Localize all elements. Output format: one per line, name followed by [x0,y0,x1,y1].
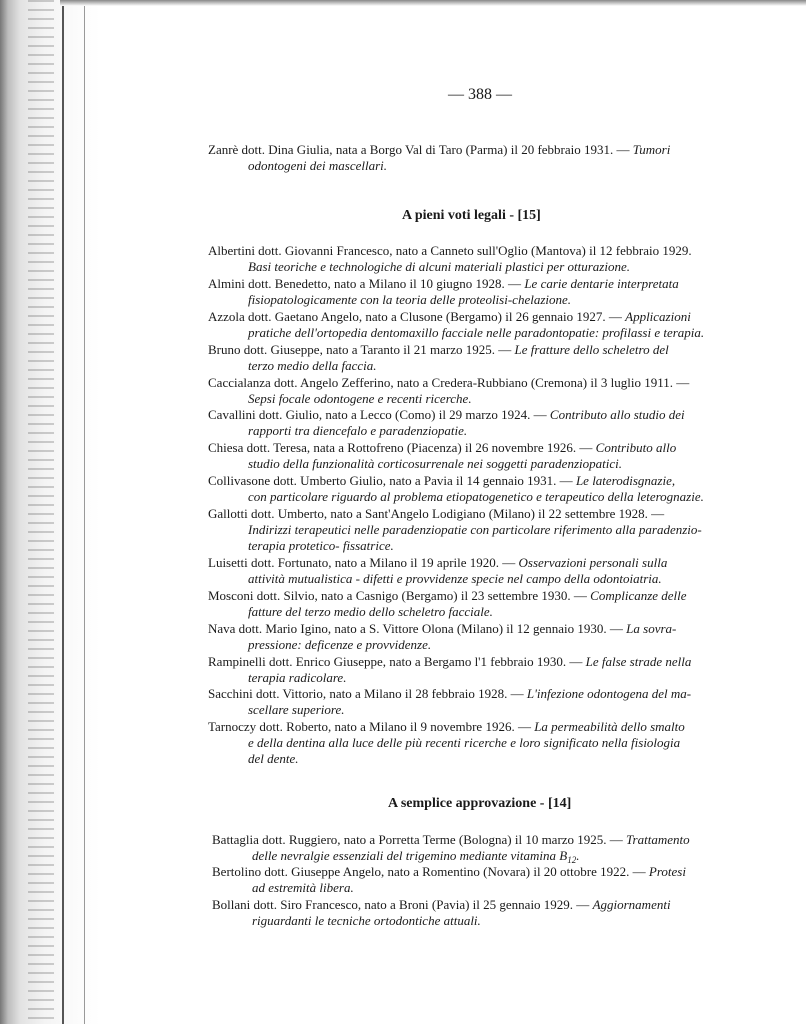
entry-first-line [208,621,768,637]
thesis-title-start: Le fratture dello scheletro del [514,342,669,357]
entry-details: nato a Porretta Terme (Bologna) il 10 marzo 1925. — [340,832,627,847]
entry-name: Nava dott. Mario Igino, [208,621,332,636]
thesis-title-start: Trattamento [626,832,690,847]
graduate-entry [208,719,768,767]
entry-details: nato a Milano il 10 giugno 1928. — [330,276,525,291]
thesis-title-text: fatture del terzo medio dello scheletro facciale. [248,604,493,619]
entry-name: Luisetti dott. Fortunato, [208,555,332,570]
entry-name: Bertolino dott. Giuseppe Angelo, [212,864,385,879]
thesis-title-start: Le laterodisgnazie, [575,473,676,488]
graduate-entry [208,621,768,653]
thesis-title-text: Indirizzi terapeutici nelle paradenziopatie con particolare riferimento alla paradenzio- [248,522,702,537]
graduate-entry [208,407,768,439]
graduate-entry [208,342,768,374]
scan-edge-line [84,0,85,1024]
entry-details: nato a Taranto il 21 marzo 1925. — [322,342,515,357]
subscript-text: 12 [567,855,577,865]
entry-details: nato a Credera-Rubbiano (Cremona) il 3 luglio 1911. — [393,375,690,390]
entry-name: Collivasone dott. Umberto Giulio, [208,473,387,488]
thesis-title-line [208,259,768,275]
graduate-entry [212,864,772,896]
thesis-title-text: con particolare riguardo al problema etiopatogenetico e terapeutico della leterognazie. [248,489,704,504]
thesis-title-start: Tumori [632,142,671,157]
entry-first-line [208,342,768,358]
thesis-title-text: terapia radicolare. [248,670,347,685]
graduate-entry [208,588,768,620]
entry-name: Caccialanza dott. Angelo Zefferino, [208,375,394,390]
entry-name: Bollani dott. Siro Francesco, [212,897,362,912]
graduate-entry [208,440,768,472]
entry-name: Chiesa dott. Teresa, [208,440,311,455]
entry-name: Cavallini dott. Giulio, [208,407,323,422]
entry-first-line [212,864,772,880]
thesis-title-text: studio della funzionalità corticosurrenale nei soggetti paradenziopatici. [248,456,622,471]
section-heading: A semplice approvazione - [14] [388,796,572,811]
entry-details: nata a Borgo Val di Taro (Parma) il 20 febbraio 1931. — [332,142,633,157]
entry-name: Bruno dott. Giuseppe, [208,342,323,357]
entry-details: nato a Milano il 28 febbraio 1928. — [326,686,527,701]
entry-details: nato a Sant'Angelo Lodigiano (Milano) il 22 settembre 1928. — [327,506,665,521]
thesis-title-start: Complicanze delle [590,588,687,603]
thesis-title-line [208,538,768,554]
thesis-title-start: Contributo allo studio dei [549,407,685,422]
thesis-title-line [208,751,768,767]
thesis-title-line [212,880,772,896]
graduate-entry [208,686,768,718]
thesis-title-line [208,604,768,620]
entry-first-line [208,142,768,158]
entry-first-line [208,686,768,702]
entry-first-line [208,506,768,522]
entry-first-line [208,555,768,571]
graduate-entry [208,506,768,554]
thesis-title-line [208,489,768,505]
entry-details: nato a Romentino (Novara) il 20 ottobre 1922. — [384,864,649,879]
scan-binding-marks [28,0,54,1024]
scan-top-edge [60,0,806,6]
thesis-title-text: terapia protetico- fissatrice. [248,538,394,553]
thesis-title-text: del dente. [248,751,299,766]
entry-name: Zanrè dott. Dina Giulia, [208,142,333,157]
entry-name: Rampinelli dott. Enrico Giuseppe, [208,654,386,669]
entry-first-line [208,309,768,325]
thesis-title-line [208,456,768,472]
thesis-title-text: rapporti tra diencefalo e paradenziopatie. [248,423,468,438]
entry-details: nato a Clusone (Bergamo) il 26 gennaio 1927. — [362,309,626,324]
entry-first-line [212,832,772,848]
scan-edge-line [62,0,64,1024]
thesis-title-line [208,637,768,653]
thesis-title-text: e della dentina alla luce delle più recenti ricerche e loro significato nella fisiologia [248,735,681,750]
thesis-title-line [208,158,768,174]
thesis-title-text: fisiopatologicamente con la teoria delle proteolisi-chelazione. [248,292,572,307]
entry-first-line [208,276,768,292]
thesis-title-line [208,391,768,407]
entry-details: nato a Milano il 9 novembre 1926. — [331,719,535,734]
entry-first-line [208,375,768,391]
thesis-title-text: ad estremità libera. [252,880,354,895]
graduate-entry [208,243,768,275]
thesis-title-line [208,292,768,308]
graduate-entry [208,654,768,686]
entry-details: nato a Bergamo l'1 febbraio 1930. — [386,654,586,669]
thesis-title-start: Aggiornamenti [592,897,671,912]
thesis-title-text: delle nevralgie essenziali del trigemino mediante vitamina B [252,848,568,863]
entry-details: nato a Casnigo (Bergamo) il 23 settembre 1930. — [317,588,591,603]
thesis-title-line [208,670,768,686]
thesis-title-start: Osservazioni personali sulla [518,555,668,570]
entry-name: Azzola dott. Gaetano Angelo, [208,309,363,324]
entry-details: nato a Broni (Pavia) il 25 gennaio 1929. — [361,897,593,912]
thesis-title-text: pressione: deficenze e provvidenze. [248,637,432,652]
thesis-title-start: La permeabilità dello smalto [534,719,685,734]
entry-first-line [208,440,768,456]
graduate-entry [208,276,768,308]
thesis-title-start: Contributo allo [595,440,677,455]
graduate-entry [208,555,768,587]
entry-name: Battaglia dott. Ruggiero, [212,832,341,847]
thesis-title-line [208,735,768,751]
entry-details: nato a S. Vittore Olona (Milano) il 12 gennaio 1930. — [331,621,627,636]
thesis-title-start: Applicazioni [625,309,691,324]
page-number: — 388 — [448,86,512,103]
thesis-title-line [208,423,768,439]
graduate-entry [208,473,768,505]
thesis-title-end: . [576,848,580,863]
entry-name: Almini dott. Benedetto, [208,276,331,291]
graduate-entry [212,897,772,929]
thesis-title-start: L'infezione odontogena del ma- [526,686,692,701]
entry-first-line [212,897,772,913]
entry-details: nata a Rottofreno (Piacenza) il 26 novembre 1926. — [310,440,596,455]
thesis-title-text: riguardanti le tecniche ortodontiche attuali. [252,913,481,928]
thesis-title-text: attività mutualistica - difetti e provvidenze specie nel campo della odontoiatria. [248,571,662,586]
thesis-title-line [208,358,768,374]
thesis-title-line [208,325,768,341]
thesis-title-text: Sepsi focale odontogene e recenti ricerche. [248,391,472,406]
entry-first-line [208,719,768,735]
section-heading: A pieni voti legali - [15] [402,208,541,223]
entry-name: Gallotti dott. Umberto, [208,506,328,521]
entry-name: Mosconi dott. Silvio, [208,588,318,603]
thesis-title-text: pratiche dell'ortopedia dentomaxillo facciale nelle paradontopatie: profilassi e terapia. [248,325,705,340]
thesis-title-text: scellare superiore. [248,702,345,717]
entry-name: Sacchini dott. Vittorio, [208,686,327,701]
thesis-title-text: terzo medio della faccia. [248,358,377,373]
graduate-entry [212,832,772,868]
entry-first-line [208,473,768,489]
entry-first-line [208,654,768,670]
entry-details: nato a Milano il 19 aprile 1920. — [331,555,519,570]
entry-details: nato a Pavia il 14 gennaio 1931. — [386,473,576,488]
thesis-title-line [208,571,768,587]
thesis-title-text: Basi teoriche e technologiche di alcuni materiali plastici per otturazione. [248,259,630,274]
entry-details: nato a Lecco (Como) il 29 marzo 1924. — [322,407,550,422]
entry-first-line [208,243,768,259]
graduate-entry [208,375,768,407]
entry-first-line [208,407,768,423]
graduate-entry [208,309,768,341]
thesis-title-line [208,522,768,538]
thesis-title-start: Protesi [648,864,686,879]
thesis-title-start: La sovra- [626,621,677,636]
thesis-title-text: odontogeni dei mascellari. [248,158,388,173]
graduate-entry [208,142,768,174]
entry-name: Albertini dott. Giovanni Francesco, [208,243,393,258]
thesis-title-line [212,913,772,929]
thesis-title-line [208,702,768,718]
entry-details: nato a Canneto sull'Oglio (Mantova) il 12 febbraio 1929. [392,243,692,258]
entry-first-line [208,588,768,604]
entry-name: Tarnoczy dott. Roberto, [208,719,332,734]
thesis-title-start: Le carie dentarie interpretata [524,276,679,291]
thesis-title-start: Le false strade nella [585,654,692,669]
